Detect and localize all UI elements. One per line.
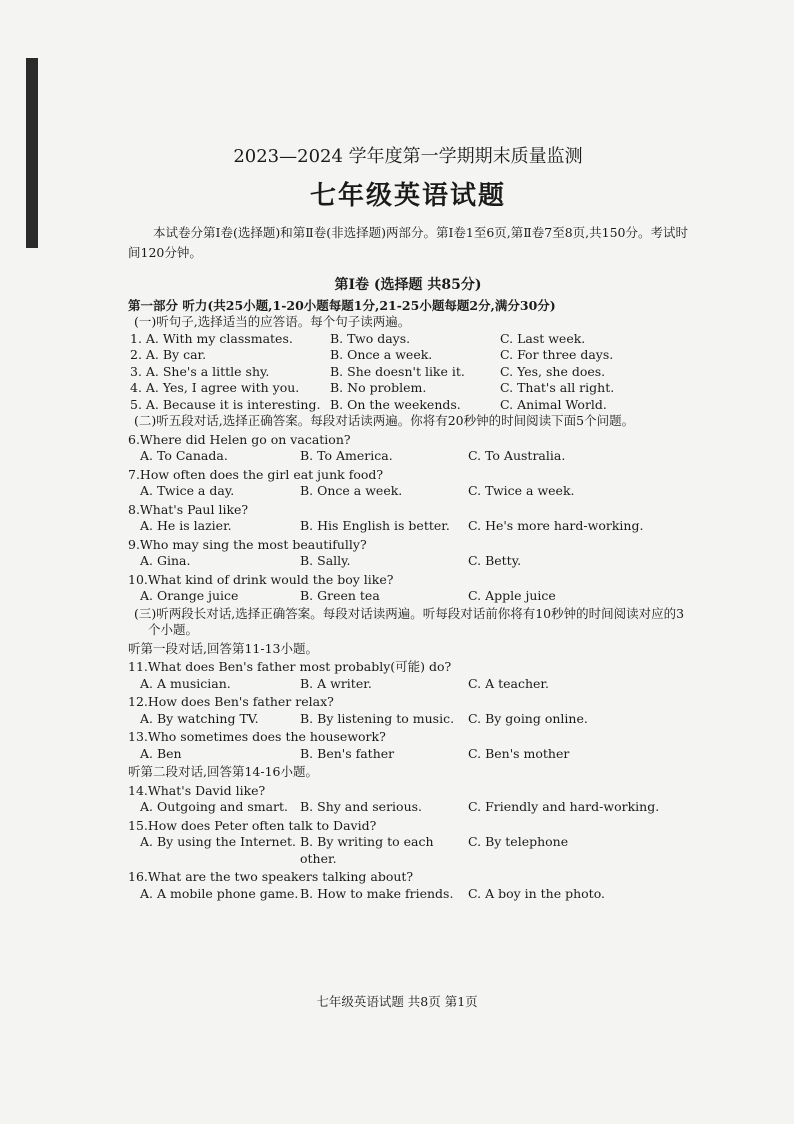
option-b: B. On the weekends.	[330, 396, 461, 412]
question	[128, 729, 688, 762]
option-c: C. Yes, she does.	[500, 363, 606, 379]
option-c: C. By telephone	[468, 834, 569, 849]
option-a: 1. A. With my classmates.	[130, 330, 293, 346]
question	[128, 783, 688, 816]
question-text: 16.What are the two speakers talking about?	[128, 869, 414, 884]
exam-title: 七年级英语试题	[309, 181, 506, 211]
option-a: A. Orange juice	[140, 588, 239, 603]
exam-intro: 本试卷分第Ⅰ卷(选择题)和第Ⅱ卷(非选择题)两部分。第Ⅰ卷1至6页,第Ⅱ卷7至8页,共150分。考试时间120分钟。	[128, 225, 688, 260]
exam-page	[128, 145, 688, 903]
dialogue2-intro: 听第二段对话,回答第14-16小题。	[128, 764, 319, 779]
list-item	[128, 331, 688, 348]
question-text: 8.What's Paul like?	[128, 501, 249, 517]
scan-edge-shadow	[26, 58, 38, 248]
option-b: B. His English is better.	[300, 518, 450, 533]
option-b: B. Once a week.	[330, 347, 433, 362]
question	[128, 467, 688, 500]
option-b: B. By writing to each other.	[300, 834, 434, 866]
option-a: 4. A. Yes, I agree with you.	[130, 380, 300, 395]
section1-heading: (一)听句子,选择适当的应答语。每个句子读两遍。	[134, 314, 411, 329]
question	[128, 572, 688, 605]
option-c: C. Ben's mother	[468, 745, 570, 761]
option-a: A. By watching TV.	[140, 710, 259, 726]
page-footer: 七年级英语试题 共8页 第1页	[316, 994, 478, 1009]
option-c: C. By going online.	[468, 710, 588, 726]
option-a: 2. A. By car.	[130, 347, 207, 362]
list-item	[128, 380, 688, 397]
question-text: 10.What kind of drink would the boy like?	[128, 571, 394, 587]
option-b: B. Green tea	[300, 588, 380, 603]
volume-heading: 第Ⅰ卷 (选择题 共85分)	[334, 277, 482, 293]
option-c: C. Betty.	[468, 553, 522, 568]
option-c: C. Friendly and hard-working.	[468, 799, 660, 814]
option-b: B. How to make friends.	[300, 885, 454, 901]
section3-list-1	[128, 659, 688, 762]
question-text: 14.What's David like?	[128, 782, 266, 798]
option-b: B. Shy and serious.	[300, 799, 423, 814]
option-c: C. Animal World.	[500, 396, 607, 412]
option-a: A. He is lazier.	[140, 518, 232, 533]
option-a: A. Twice a day.	[140, 483, 235, 498]
option-c: C. A teacher.	[468, 675, 549, 691]
option-c: C. He's more hard-working.	[468, 518, 644, 533]
section2-heading: (二)听五段对话,选择正确答案。每段对话读两遍。你将有20秒钟的时间阅读下面5个问题。	[134, 413, 635, 428]
option-a: 5. A. Because it is interesting.	[130, 396, 321, 412]
question-text: 9.Who may sing the most beautifully?	[128, 536, 367, 552]
option-a: A. Gina.	[140, 553, 191, 568]
option-c: C. Twice a week.	[468, 483, 575, 498]
option-b: B. To America.	[300, 448, 393, 463]
option-b: B. She doesn't like it.	[330, 363, 465, 379]
question-text: 6.Where did Helen go on vacation?	[128, 431, 351, 447]
list-item	[128, 347, 688, 364]
dialogue1-intro: 听第一段对话,回答第11-13小题。	[128, 640, 319, 656]
question	[128, 432, 688, 465]
section3-list-2	[128, 783, 688, 903]
question	[128, 537, 688, 570]
option-c: C. Apple juice	[468, 588, 556, 603]
section2-list	[128, 432, 688, 605]
list-item	[128, 397, 688, 414]
question	[128, 818, 688, 868]
option-b: B. No problem.	[330, 380, 427, 395]
option-b: B. By listening to music.	[300, 710, 455, 726]
question	[128, 659, 688, 692]
option-c: C. A boy in the photo.	[468, 885, 605, 901]
section3-heading: (三)听两段长对话,选择正确答案。每段对话读两遍。听每段对话前你将有10秒钟的时间阅读对应的3个小题。	[134, 605, 685, 637]
question	[128, 694, 688, 727]
option-b: B. Ben's father	[300, 745, 395, 761]
section1-list	[128, 331, 688, 414]
question-text: 7.How often does the girl eat junk food?	[128, 466, 384, 482]
question-text: 11.What does Ben's father most probably(可能) do?	[128, 659, 452, 674]
option-c: C. That's all right.	[500, 380, 615, 395]
option-b: B. Sally.	[300, 553, 351, 568]
exam-year-line: 2023—2024 学年度第一学期期末质量监测	[233, 146, 583, 167]
question-text: 13.Who sometimes does the housework?	[128, 729, 386, 744]
option-a: A. Ben	[140, 745, 182, 761]
option-a: 3. A. She's a little shy.	[130, 363, 270, 379]
question-text: 15.How does Peter often talk to David?	[128, 817, 377, 833]
option-a: A. A mobile phone game.	[140, 885, 299, 901]
question	[128, 502, 688, 535]
option-b: B. A writer.	[300, 675, 372, 691]
list-item	[128, 364, 688, 381]
part1-heading: 第一部分 听力(共25小题,1-20小题每题1分,21-25小题每题2分,满分30分)	[128, 297, 556, 313]
option-a: A. To Canada.	[140, 448, 228, 463]
option-a: A. Outgoing and smart.	[140, 799, 289, 814]
option-a: A. A musician.	[140, 675, 231, 691]
option-c: C. For three days.	[500, 347, 614, 362]
option-b: B. Once a week.	[300, 483, 403, 498]
question-text: 12.How does Ben's father relax?	[128, 694, 334, 709]
option-c: C. Last week.	[500, 330, 586, 346]
option-c: C. To Australia.	[468, 448, 566, 463]
option-a: A. By using the Internet.	[140, 834, 296, 849]
option-b: B. Two days.	[330, 330, 411, 346]
question	[128, 869, 688, 902]
